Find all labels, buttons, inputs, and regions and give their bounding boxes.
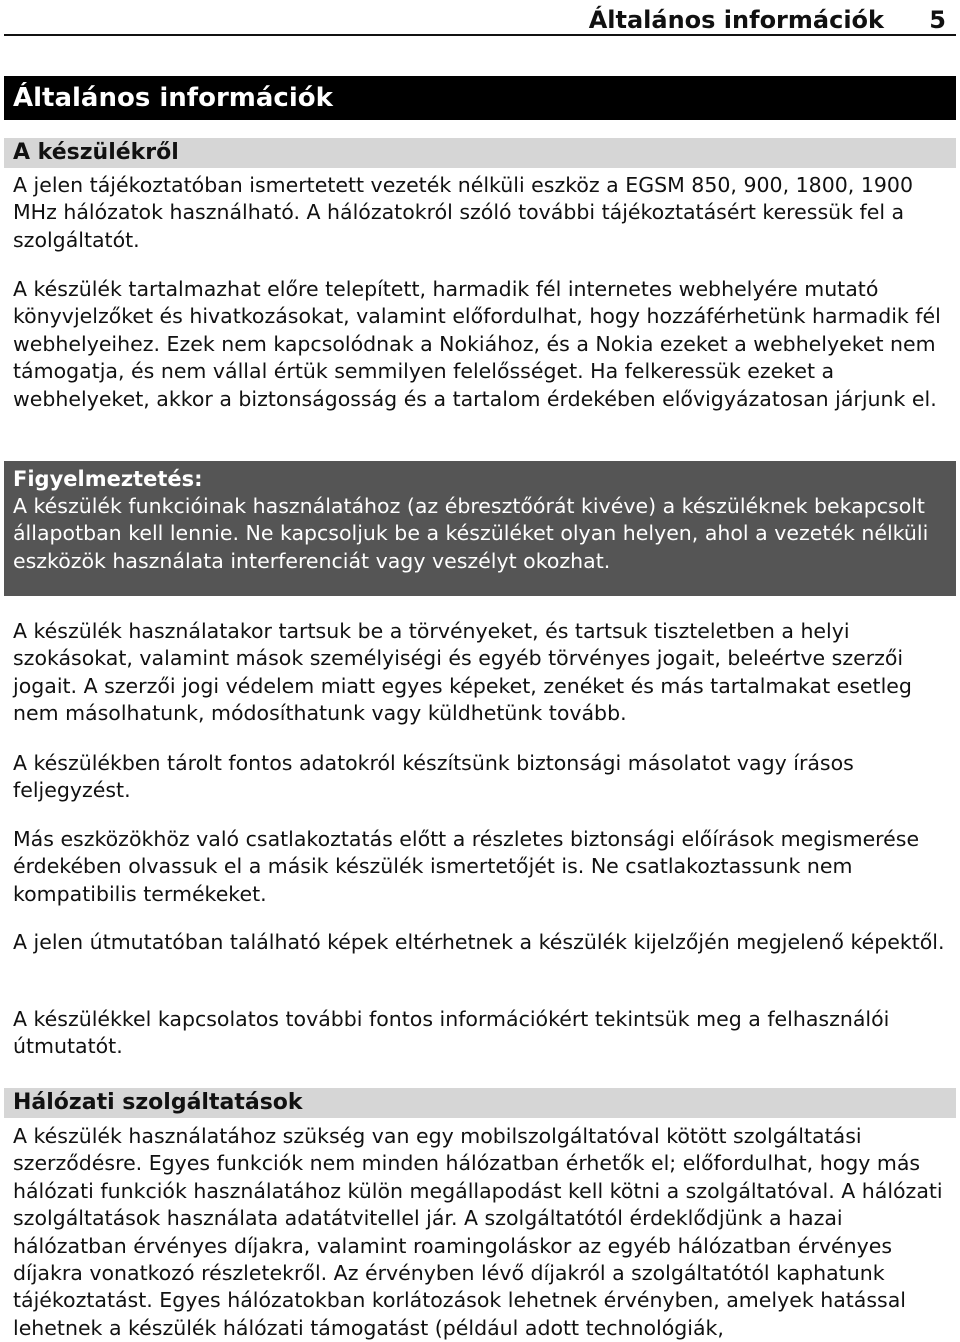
section-heading-bar [4,1088,956,1118]
paragraph: A készülékkel kapcsolatos további fontos információkért tekintsük meg a felhasználói útmutatót. [13,1007,890,1059]
section-heading: Hálózati szolgáltatások [13,1090,303,1115]
paragraph: Más eszközökhöz való csatlakoztatás előtt a részletes biztonsági előírások megismerése érdekében olvassuk el a másik készülék ismertetőjét is. Ne csatlakoztassunk nem kompatibilis termékeket. [13,827,920,906]
section-heading-bar [4,138,956,168]
header-rule [4,34,956,36]
paragraph: A készülék használatához szükség van egy mobilszolgáltatóval kötött szolgáltatási szerződésre. Egyes funkciók nem minden hálózatban érhetők el; előfordulhat, hogy más hálózati funkciók használatához külön megállapodást kell kötni a szolgáltatóval. A hálózati szolgáltatások használata adatátvitellel jár. A szolgáltatótól érdeklődjünk a hazai hálózatban érvényes díjakra, valamint roamingoláskor az egyéb hálózatban érvényes díjakra vonatkozó részletekről. Az érvényben lévő díjakról a szolgáltatótól kaphatunk tájékoztatást. Egyes hálózatokban korlátozások lehetnek érvényben, amelyek hatással lehetnek a készülék hálózati támogatást (például adott technológiák, [13,1124,943,1340]
warning-box [4,461,956,596]
chapter-title: Általános információk [13,83,333,113]
paragraph: A készülék használatakor tartsuk be a törvényeket, és tartsuk tiszteletben a helyi szokásokat, valamint mások személyiségi és egyéb törvényes jogait, beleértve szerzői jogait. A szerzői jogi védelem miatt egyes képeket, zenéket és más tartalmakat esetleg nem másolhatunk, módosíthatunk vagy küldhetünk tovább. [13,619,912,726]
paragraph: A jelen tájékoztatóban ismertetett vezeték nélküli eszköz a EGSM 850, 900, 1800, 1900 MHz hálózatok használható. A hálózatokról szóló további tájékoztatásért keressük fel a szolgáltatót. [13,173,913,252]
chapter-title-bar [4,76,956,120]
page-number: 5 [929,6,946,34]
warning-text: A készülék funkcióinak használatához (az ébresztőórát kivéve) a készüléknek bekapcsolt állapotban kell lennie. Ne kapcsoljuk be a készüléket olyan helyen, ahol a vezeték nélküli eszközök használata interferenciát vagy veszélyt okozhat. [13,494,929,573]
warning-title: Figyelmeztetés: [13,467,203,491]
running-title: Általános információk [588,6,884,34]
paragraph: A jelen útmutatóban található képek eltérhetnek a készülék kijelzőjén megjelenő képektől. [13,930,945,954]
paragraph: A készülékben tárolt fontos adatokról készítsünk biztonsági másolatot vagy írásos feljegyzést. [13,751,854,803]
paragraph: A készülék tartalmazhat előre telepített, harmadik fél internetes webhelyére mutató könyvjelzőket és hivatkozásokat, valamint előfordulhat, hogy hozzáférhetünk harmadik fél webhelyeihez. Ezek nem kapcsolódnak a Nokiához, és a Nokia ezeket a webhelyeket nem támogatja, és nem vállal értük semmilyen felelősséget. Ha felkeressük ezeket a webhelyeket, akkor a biztonságosság és a tartalom érdekében elővigyázatosan járjunk el. [13,277,941,411]
section-heading: A készülékről [13,140,179,165]
